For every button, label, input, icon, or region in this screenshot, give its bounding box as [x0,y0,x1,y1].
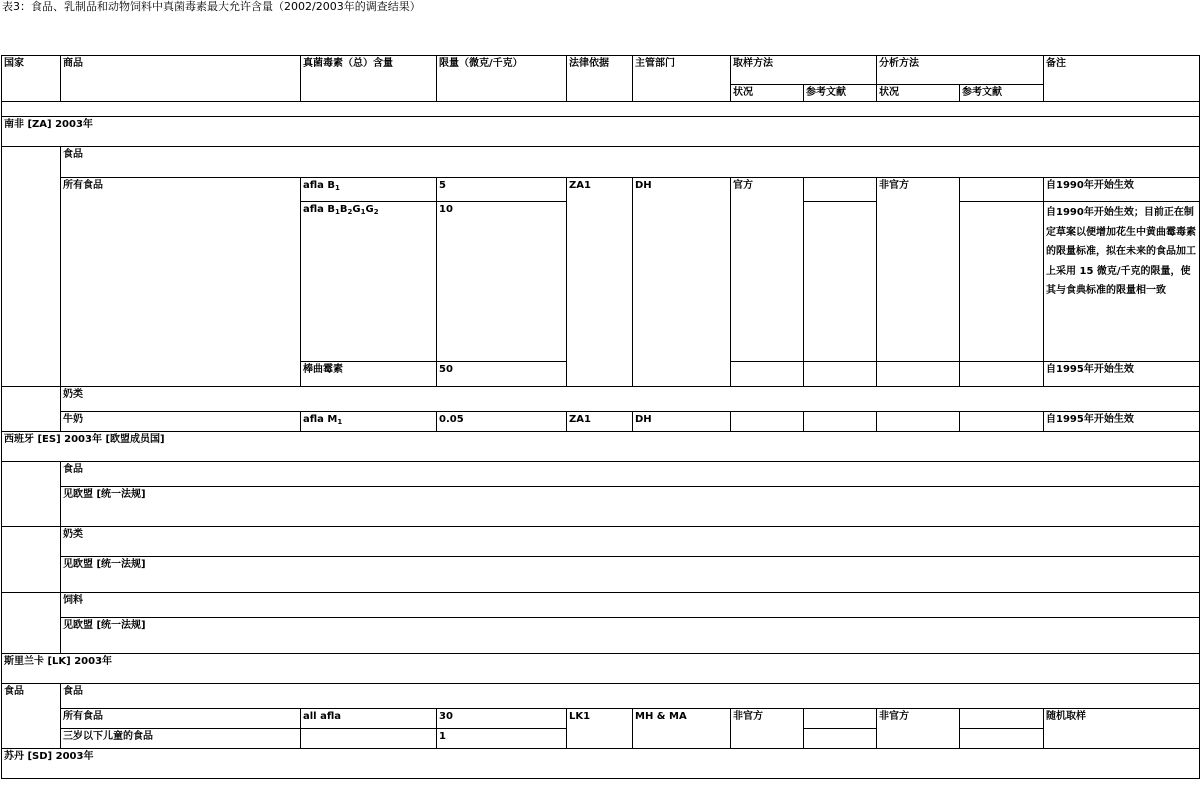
product-all-food: 所有食品 [61,178,301,387]
remark: 自1995年开始生效 [1044,362,1200,387]
category-food: 食品 [61,684,1200,709]
remark: 自1990年开始生效；目前正在制定草案以便增加花生中黄曲霉毒素的限量标准，拟在未来的食品加工上采用 15 微克/千克的限量，使其与食典标准的限量相一致 [1044,202,1200,362]
country-heading-sd: 苏丹 [SD] 2003年 [2,749,1200,779]
country-row-es [2,432,1200,462]
country-heading-lk: 斯里兰卡 [LK] 2003年 [2,654,1200,684]
col-header-legal-basis: 法律依据 [567,56,633,102]
country-row-lk [2,654,1200,684]
remark: 自1990年开始生效 [1044,178,1200,202]
mycotoxin-afla-b1b2g1g2: afla $B_1B_2G_1G_2$ [301,202,437,362]
remark: 随机取样 [1044,709,1200,749]
limit-value: 30 [437,709,567,729]
table-row [2,618,1200,654]
analysis-status: 非官方 [877,709,960,749]
table-row [2,412,1200,432]
mycotoxin-afla-m1: afla $M_1$ [301,412,437,432]
product-child-food: 三岁以下儿童的食品 [61,729,301,749]
col-header-analysis-status: 状况 [877,85,960,102]
col-header-sampling: 取样方法 [731,56,877,85]
legal-basis: LK1 [567,709,633,749]
eu-reference: 见欧盟 [统一法规] [61,557,1200,593]
mycotoxin-afla-b1: afla $B_1$ [301,178,437,202]
limit-value: 1 [437,729,567,749]
category-dairy: 奶类 [61,387,1200,412]
authority: DH [633,412,731,432]
limit-value: 0.05 [437,412,567,432]
limit-value: 5 [437,178,567,202]
mycotoxin-patulin: 棒曲霉素 [301,362,437,387]
spacer-row [2,102,1200,117]
country-heading-za: 南非 [ZA] 2003年 [2,117,1200,147]
col-header-limit: 限量（微克/千克） [437,56,567,102]
category-food: 食品 [61,462,1200,487]
col-header-sampling-reference: 参考文献 [804,85,877,102]
side-label-food: 食品 [2,684,61,749]
table-row [2,487,1200,527]
country-row-za [2,117,1200,147]
product-all-food: 所有食品 [61,709,301,729]
eu-reference: 见欧盟 [统一法规] [61,618,1200,654]
table-row [2,387,1200,412]
remark: 自1995年开始生效 [1044,412,1200,432]
col-header-remarks: 备注 [1044,56,1200,102]
col-header-sampling-status: 状况 [731,85,804,102]
mycotoxin-limits-table [1,55,1200,779]
category-food: 食品 [61,147,1200,178]
analysis-status: 非官方 [877,178,960,362]
table-row [2,684,1200,709]
sampling-status: 非官方 [731,709,804,749]
col-header-authority: 主管部门 [633,56,731,102]
table-row [2,709,1200,729]
table-row [2,527,1200,557]
col-header-analysis-reference: 参考文献 [960,85,1044,102]
table-caption: 表3：食品、乳制品和动物饲料中真菌毒素最大允许含量（2002/2003年的调查结果） [2,0,421,13]
limit-value: 10 [437,202,567,362]
country-row-sd [2,749,1200,779]
table-row [2,593,1200,618]
col-header-analysis: 分析方法 [877,56,1044,85]
legal-basis: ZA1 [567,178,633,387]
authority: MH & MA [633,709,731,749]
table-row [2,557,1200,593]
col-header-product: 商品 [61,56,301,102]
category-feed: 饲料 [61,593,1200,618]
mycotoxin-all-afla: all afla [301,709,437,729]
legal-basis: ZA1 [567,412,633,432]
table-row [2,147,1200,178]
limit-value: 50 [437,362,567,387]
authority: DH [633,178,731,387]
product-milk: 牛奶 [61,412,301,432]
table-row [2,462,1200,487]
col-header-country: 国家 [2,56,61,102]
table-row [2,178,1200,202]
header-row [2,56,1200,85]
category-dairy: 奶类 [61,527,1200,557]
country-heading-es: 西班牙 [ES] 2003年 [欧盟成员国] [2,432,1200,462]
sampling-status: 官方 [731,178,804,362]
eu-reference: 见欧盟 [统一法规] [61,487,1200,527]
col-header-mycotoxin: 真菌毒素（总）含量 [301,56,437,102]
